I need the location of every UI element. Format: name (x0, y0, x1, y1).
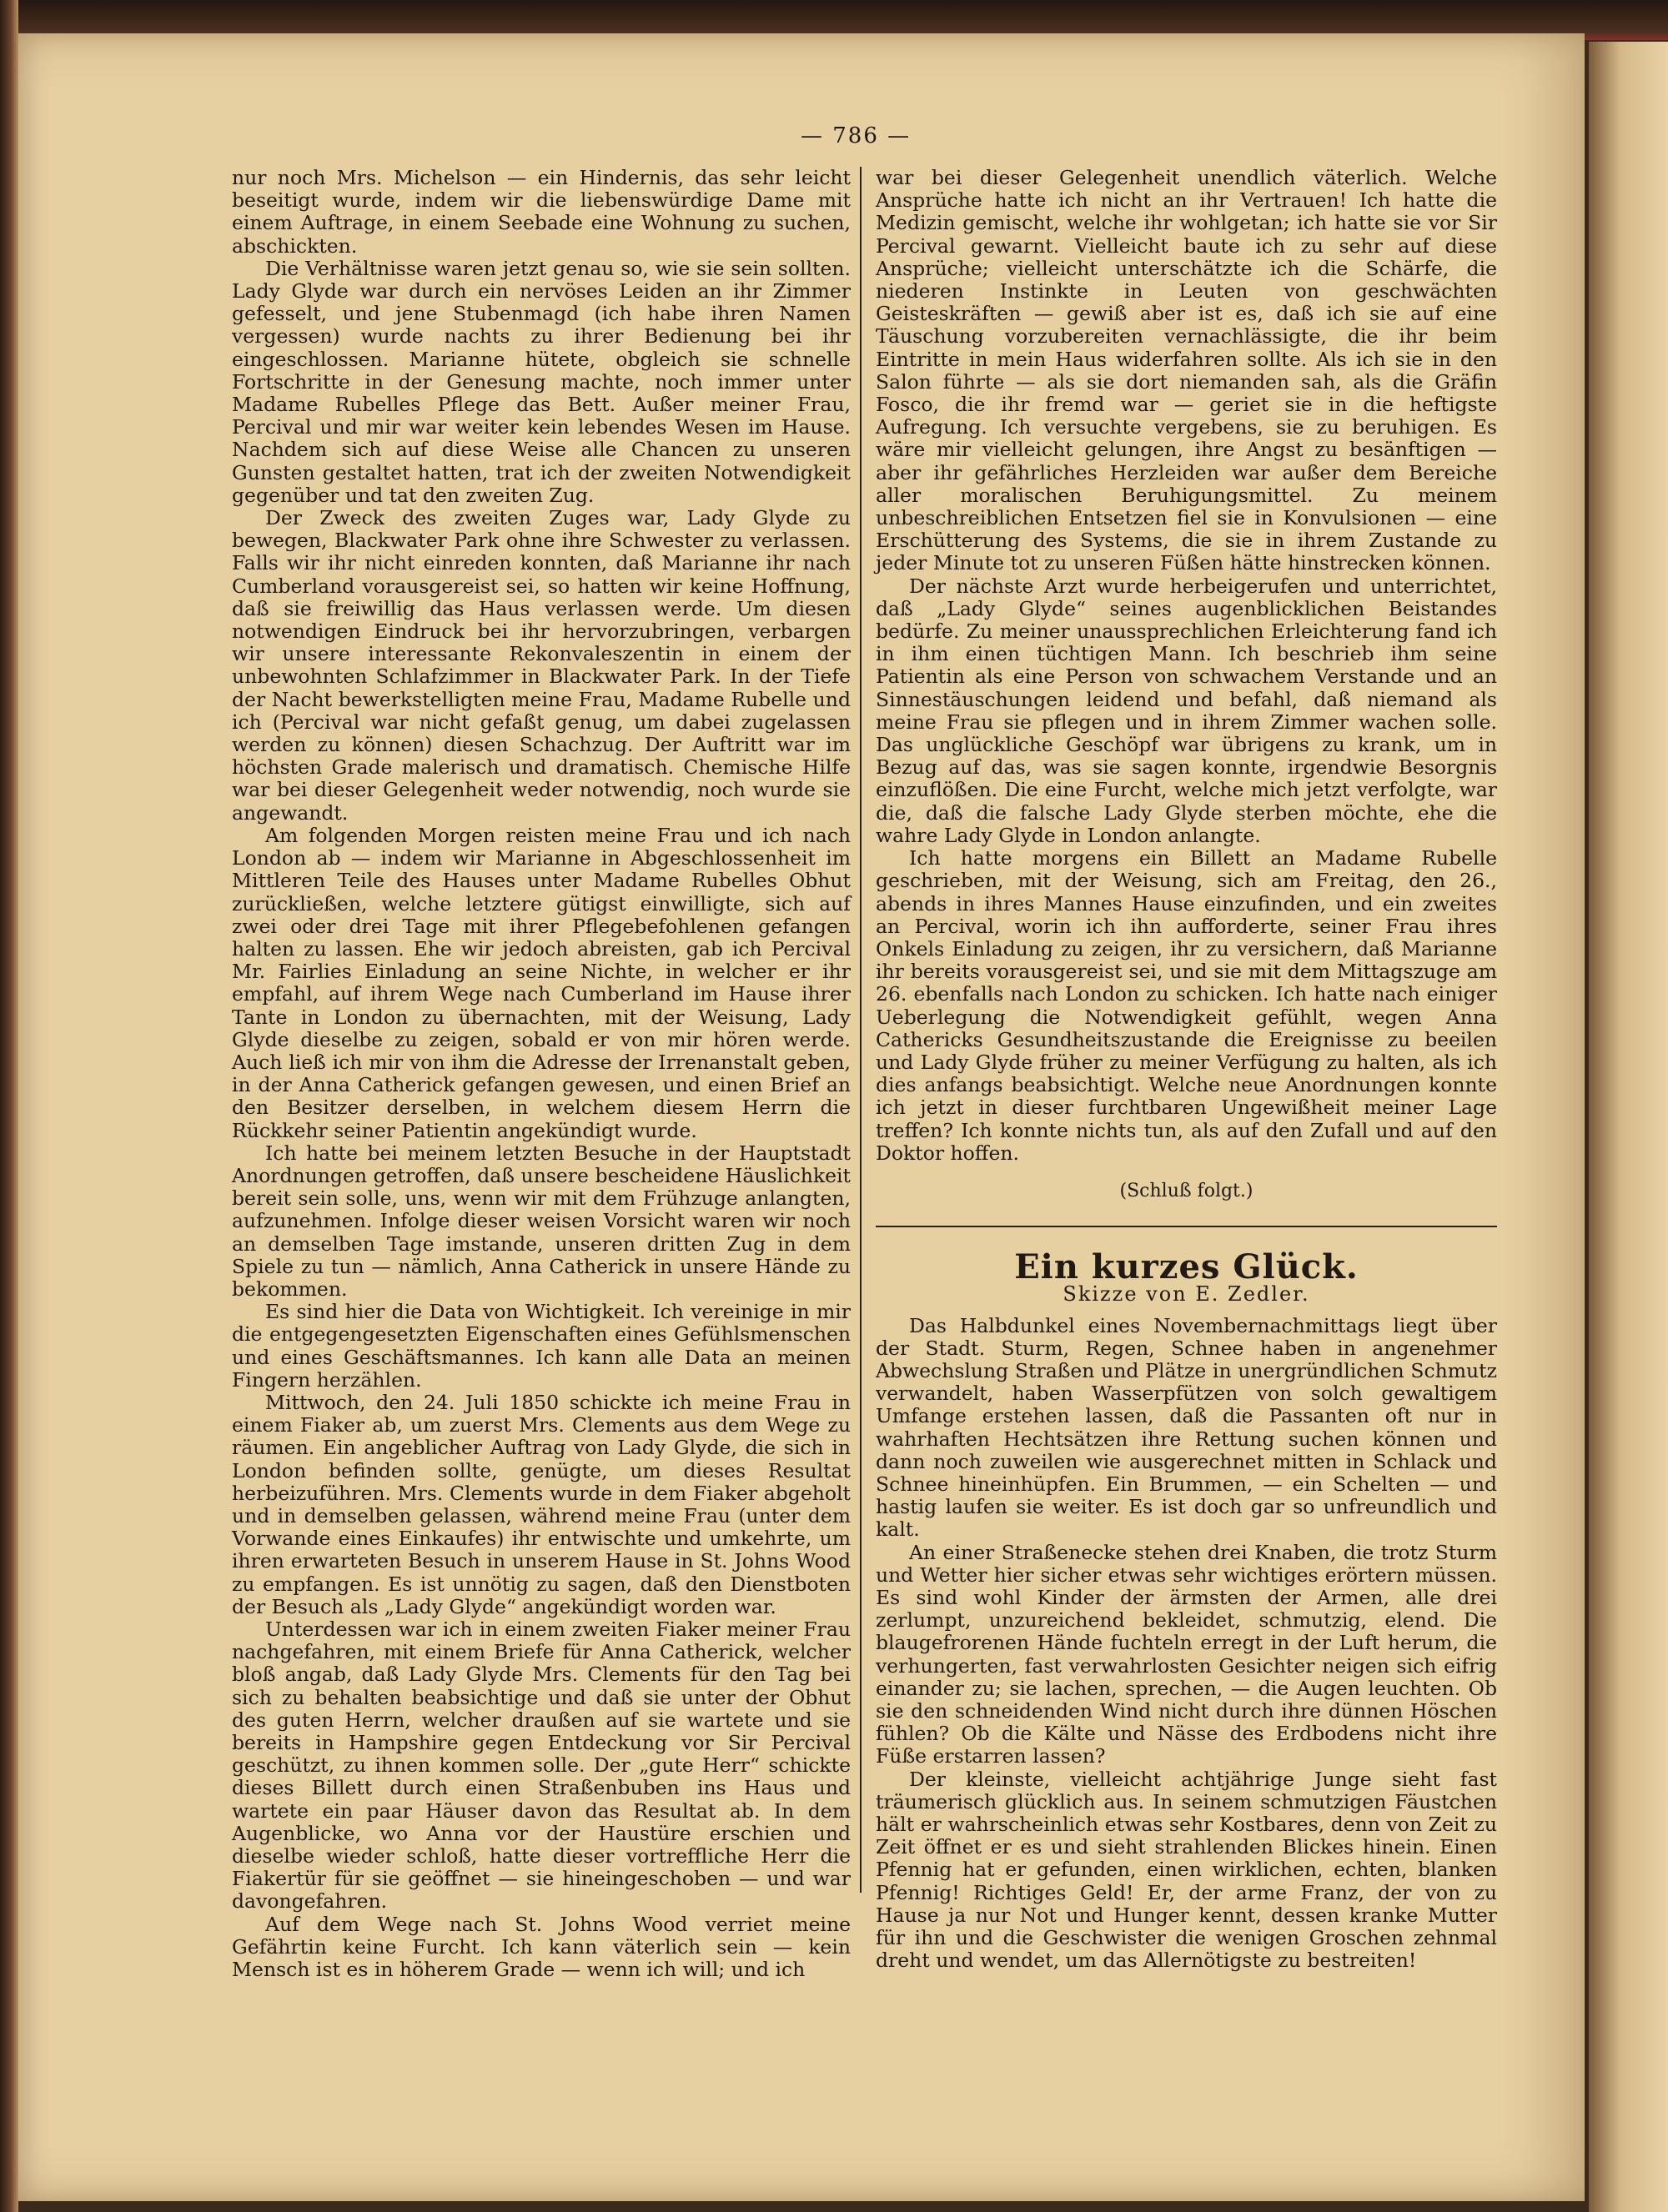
paragraph: nur noch Mrs. Michelson — ein Hindernis, das sehr leicht beseitigt wurde, indem wir die liebenswürdige Dame mit einem Auftrage, in einem Seebade eine Wohnung zu suchen, abschickten. (232, 166, 851, 258)
paragraph: Ich hatte bei meinem letzten Besuche in der Hauptstadt Anordnungen getroffen, daß unsere bescheidene Häuslichkeit bereit sein solle, uns, wenn wir mit dem Frühzuge anlangten, aufzunehmen. Infolge dieser weisen Vorsicht waren wir noch an demselben Tage imstande, unseren dritten Zug in dem Spiele zu tun — nämlich, Anna Catherick in unsere Hände zu bekommen. (232, 1141, 851, 1301)
next-page-edge (1589, 42, 1668, 2212)
paragraph: Der Zweck des zweiten Zuges war, Lady Glyde zu bewegen, Blackwater Park ohne ihre Schwester zu verlassen. Falls wir ihr nicht einreden konnten, daß Marianne ihr nach Cumberland vorausgereist sei, so hatten wir keine Hoffnung, daß sie freiwillig das Haus verlassen werde. Um diesen notwendigen Eindruck bei ihr hervorzubringen, verbargen wir unsere interessante Rekonvaleszentin in einem der unbewohnten Schlafzimmer in Blackwater Park. In der Tiefe der Nacht bewerkstelligten meine Frau, Madame Rubelle und ich (Percival war nicht gefaßt genug, um dabei zugelassen werden zu können) diesen Schachzug. Der Auftritt war im höchsten Grade malerisch und dramatisch. Chemische Hilfe war bei dieser Gelegenheit weder notwendig, noch wurde sie angewandt. (232, 506, 851, 825)
paragraph: Der kleinste, vielleicht achtjährige Junge sieht fast träumerisch glücklich aus. In seinem schmutzigen Fäustchen hält er wahrscheinlich etwas sehr Kostbares, denn von Zeit zu Zeit öffnet er es und sieht strahlenden Blickes hinein. Einen Pfennig hat er gefunden, einen wirklichen, echten, blanken Pfennig! Richtiges Geld! Er, der arme Franz, der von zu Hause ja nur Not und Hunger kennt, dessen kranke Mutter für ihn und die Geschwister die wenigen Groschen zehnmal dreht und wendet, um das Allernötigste zu bestreiten! (876, 1767, 1497, 1973)
paragraph: Die Verhältnisse waren jetzt genau so, wie sie sein sollten. Lady Glyde war durch ein nervöses Leiden an ihr Zimmer gefesselt, und jene Stubenmagd (ich habe ihren Namen vergessen) wurde nachts zu ihrer Bedienung bei ihr eingeschlossen. Marianne hütete, obgleich sie schnelle Fortschritte in der Genesung machte, noch immer unter Madame Rubelles Pflege das Bett. Außer meiner Frau, Percival und mir war weiter kein lebendes Wesen im Hause. Nachdem sich auf diese Weise alle Chancen zu unseren Gunsten gestaltet hatten, trat ich der zweiten Notwendigkeit gegenüber und tat den zweiten Zug. (232, 256, 851, 507)
page-number: — 786 — (801, 123, 912, 148)
paragraph: Mittwoch, den 24. Juli 1850 schickte ich meine Frau in einem Fiaker ab, um zuerst Mrs. Clements aus dem Wege zu räumen. Ein angeblicher Auftrag von Lady Glyde, die sich in London befinden sollte, genügte, um dieses Resultat herbeizuführen. Mrs. Clements wurde in dem Fiaker abgeholt und in demselben gelassen, während meine Frau (unter dem Vorwande eines Einkaufes) ihr entwischte und umkehrte, um ihren erwarteten Besuch in unserem Hause in St. Johns Wood zu empfangen. Es ist unnötig zu sagen, daß den Dienstboten der Besuch als „Lady Glyde“ angekündigt worden war. (232, 1390, 851, 1618)
column-divider (860, 167, 862, 1893)
left-column (232, 167, 851, 1981)
paragraph: Es sind hier die Data von Wichtigkeit. Ich vereinige in mir die entgegengesetzten Eigenschaften eines Gefühlsmenschen und eines Geschäftsmannes. Ich kann alle Data an meinen Fingern herzählen. (232, 1300, 851, 1392)
continuation-note: (Schluß folgt.) (1119, 1180, 1254, 1201)
story-title: Ein kurzes Glück. (1014, 1247, 1359, 1287)
paragraph: Der nächste Arzt wurde herbeigerufen und unterrichtet, daß „Lady Glyde“ seines augenblicklichen Beistandes bedürfe. Zu meiner unaussprechlichen Erleichterung fand ich in ihm einen tüchtigen Mann. Ich beschrieb ihm seine Patientin als eine Person von schwachem Verstande und an Sinnestäuschungen leidend und befahl, daß niemand als meine Frau sie pflegen und in ihrem Zimmer wachen solle. Das unglückliche Geschöpf war übrigens zu krank, um in Bezug auf das, was sie sagen konnte, irgendwie Besorgnis einzuflößen. Die eine Furcht, welche mich jetzt verfolgte, war die, daß die falsche Lady Glyde sterben möchte, ehe die wahre Lady Glyde in London anlangte. (876, 574, 1497, 847)
book-spine-edge (0, 0, 18, 2212)
paragraph: Unterdessen war ich in einem zweiten Fiaker meiner Frau nachgefahren, mit einem Briefe für Anna Catherick, welcher bloß angab, daß Lady Glyde Mrs. Clements für den Tag bei sich zu behalten beabsichtige und daß sie unter der Obhut des guten Herrn, welcher draußen auf sie wartete und sie bereits in Hampshire gegen Entdeckung vor Sir Percival geschützt, zu ihnen kommen solle. Der „gute Herr“ schickte dieses Billett durch einen Straßenbuben ins Haus und wartete ein paar Häuser davon das Resultat ab. In dem Augenblicke, wo Anna vor der Haustüre erschien und dieselbe wieder schloß, hatte dieser vortreffliche Herr die Fiakertür für sie geöffnet — sie hineingeschoben — und war davongefahren. (232, 1618, 851, 1914)
paragraph: Am folgenden Morgen reisten meine Frau und ich nach London ab — indem wir Marianne in Abgeschlossenheit im Mittleren Teile des Hauses unter Madame Rubelles Obhut zurückließen, welche letztere gütigst einwilligte, sich auf zwei oder drei Tage mit ihrer Pflegebefohlenen gefangen halten zu lassen. Ehe wir jedoch abreisten, gab ich Percival Mr. Fairlies Einladung an seine Nichte, in welcher er ihr empfahl, auf ihrem Wege nach Cumberland im Hause ihrer Tante in London zu übernachten, mit der Weisung, Lady Glyde dieselbe zu zeigen, sobald er von mir hören werde. Auch ließ ich mir von ihm die Adresse der Irrenanstalt geben, in der Anna Catherick gefangen gewesen, und einen Brief an den Besitzer derselben, in welchem diesem Herrn die Rückkehr seiner Patientin angekündigt wurde. (232, 823, 851, 1142)
paragraph: Das Halbdunkel eines Novembernachmittags liegt über der Stadt. Sturm, Regen, Schnee haben in angenehmer Abwechslung Straßen und Plätze in unergründlichen Schmutz verwandelt, haben Wasserpfützen von solch gewaltigem Umfange erstehen lassen, daß die Passanten oft nur in wahrhaften Hechtsätzen ihre Rettung suchen können und dann noch zuweilen wie ausgerechnet mitten in Schlack und Schnee hineinhüpfen. Ein Brummen, — ein Schelten — und hastig laufen sie weiter. Es ist doch gar so unfreundlich und kalt. (876, 1313, 1497, 1542)
paragraph: war bei dieser Gelegenheit unendlich väterlich. Welche Ansprüche hatte ich nicht an ihr Vertrauen! Ich hatte die Medizin gemischt, welche ihr wohlgetan; ich hatte sie vor Sir Percival gewarnt. Vielleicht baute ich zu sehr auf diese Ansprüche; vielleicht unterschätzte ich die Schärfe, die niederen Instinkte in Leuten von geschwächten Geisteskräften — gewiß aber ist es, daß ich sie auf eine Täuschung vorzubereiten vernachlässigte, die ihr beim Eintritte in mein Haus widerfahren sollte. Als ich sie in den Salon führte — als sie dort niemanden sah, als die Gräfin Fosco, die ihr fremd war — geriet sie in die heftigste Aufregung. Ich versuchte vergebens, sie zu beruhigen. Es wäre mir vielleicht gelungen, ihre Angst zu besänftigen — aber ihr gefährliches Herzleiden war außer dem Bereiche aller moralischen Beruhigungsmittel. Zu meinem unbeschreiblichen Entsetzen fiel sie in Konvulsionen — eine Erschütterung des Systems, die sie in ihrem Zustande zu jeder Minute tot zu unseren Füßen hätte hinstrecken können. (876, 166, 1497, 575)
section-rule (876, 1226, 1497, 1227)
story-subtitle: Skizze von E. Zedler. (1063, 1282, 1310, 1307)
paragraph: An einer Straßenecke stehen drei Knaben, die trotz Sturm und Wetter hier sicher etwas sehr wichtiges erörtern müssen. Es sind wohl Kinder der ärmsten der Armen, alle drei zerlumpt, unzureichend bekleidet, schmutzig, elend. Die blaugefrorenen Hände fuchteln erregt in der Luft herum, die verhungerten, fast verwahrlosten Gesichter neigen sich eifrig einander zu; sie lachen, sprechen, — die Augen leuchten. Ob sie den schneidenden Wind nicht durch ihre dünnen Höschen fühlen? Ob die Kälte und Nässe des Erdbodens nicht ihre Füße erstarren lassen? (876, 1540, 1497, 1768)
paragraph: Ich hatte morgens ein Billett an Madame Rubelle geschrieben, mit der Weisung, sich am Freitag, den 26., abends in ihres Mannes Hause einzufinden, und ein zweites an Percival, worin ich ihn aufforderte, seiner Frau ihres Onkels Einladung zu zeigen, ihr zu versichern, daß Marianne ihr bereits vorausgereist sei, und sie mit dem Mittagszuge am 26. ebenfalls nach London zu schicken. Ich hatte nach einiger Ueberlegung die Notwendigkeit gefühlt, wegen Anna Cathericks Gesundheitszustande die Ereignisse zu beeilen und Lady Glyde früher zu meiner Verfügung zu halten, als ich dies anfangs beabsichtigt. Welche neue Anordnungen konnte ich jetzt in dieser furchtbaren Ungewißheit meiner Lage treffen? Ich konnte nichts tun, als auf den Zufall und auf den Doktor hoffen. (876, 846, 1497, 1165)
paragraph: Auf dem Wege nach St. Johns Wood verriet meine Gefährtin keine Furcht. Ich kann väterlich sein — kein Mensch ist es in höherem Grade — wenn ich will; und ich (232, 1912, 851, 1982)
right-column (876, 167, 1497, 1972)
